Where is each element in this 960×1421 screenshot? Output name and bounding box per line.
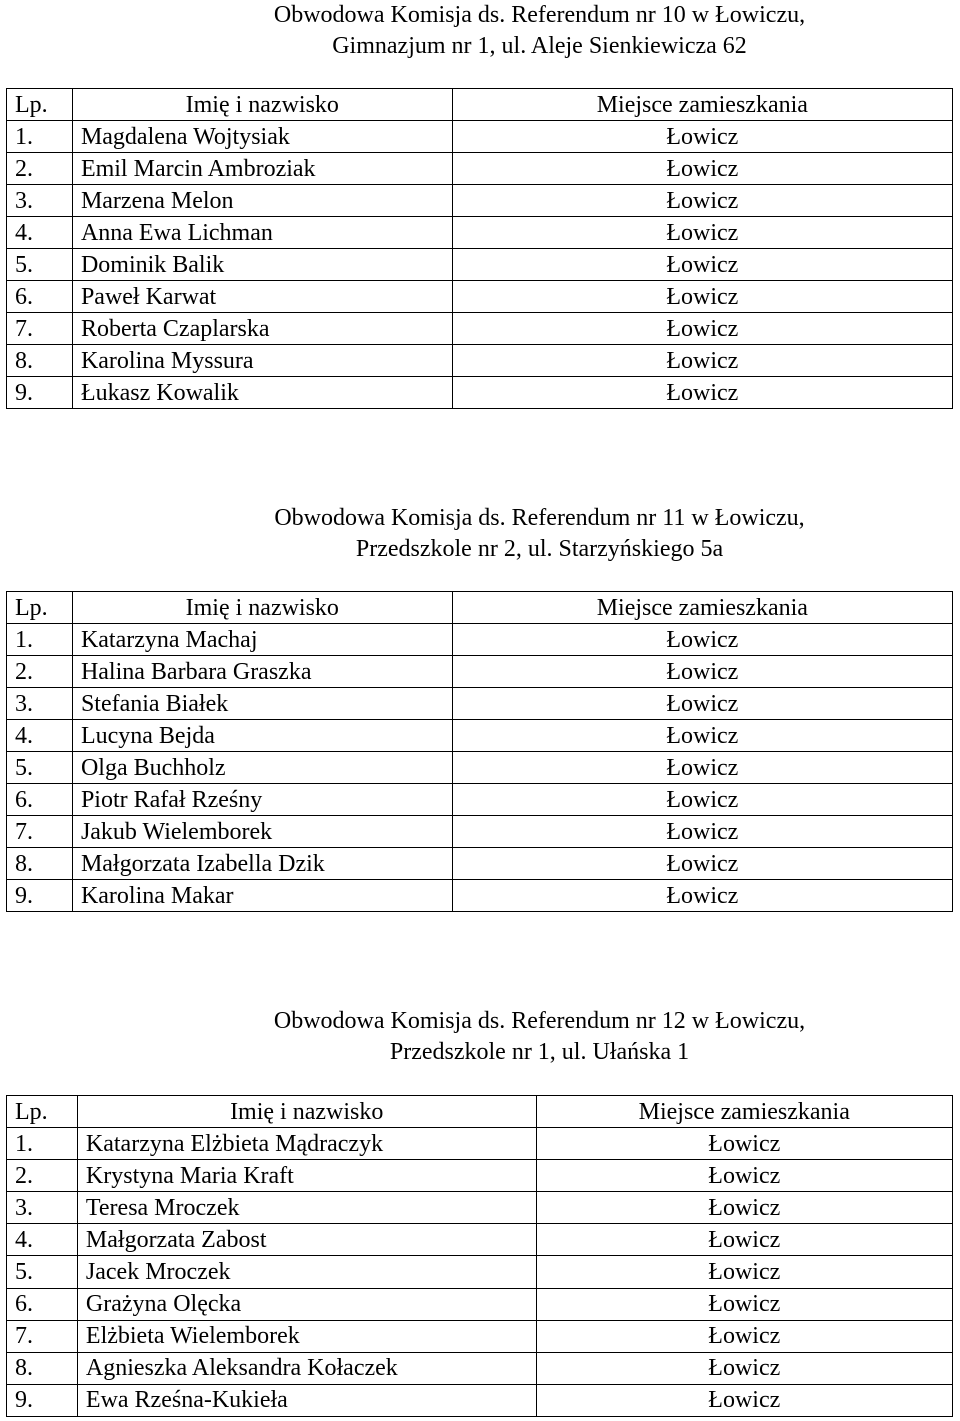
member-residence: Łowicz [452,249,952,281]
table-row [7,880,953,912]
member-residence: Łowicz [536,1352,952,1384]
row-number: 4. [7,217,73,249]
member-residence: Łowicz [536,1256,952,1288]
row-number: 3. [7,688,73,720]
member-name: Dominik Balik [72,249,452,281]
member-name: Małgorzata Zabost [77,1224,536,1256]
table-row [7,656,953,688]
column-header: Lp. [7,1096,78,1128]
committee-title-line1: Obwodowa Komisja ds. Referendum nr 11 w Łowiczu, [274,505,805,531]
member-name: Krystyna Maria Kraft [77,1160,536,1192]
row-number: 5. [7,249,73,281]
row-number: 1. [7,624,73,656]
member-residence: Łowicz [452,816,952,848]
member-name: Halina Barbara Graszka [72,656,452,688]
table-row [7,624,953,656]
column-header: Miejsce zamieszkania [452,89,952,121]
member-residence: Łowicz [452,281,952,313]
table-row [7,185,953,217]
member-residence: Łowicz [452,720,952,752]
row-number: 5. [7,752,73,784]
table-row [7,377,953,409]
row-number: 2. [7,656,73,688]
table-row [7,688,953,720]
member-name: Paweł Karwat [72,281,452,313]
column-header: Lp. [7,592,73,624]
table-row [7,281,953,313]
member-residence: Łowicz [452,345,952,377]
table-row [7,1352,953,1384]
table-row [7,153,953,185]
row-number: 4. [7,1224,78,1256]
row-number: 7. [7,816,73,848]
committee-section [6,503,953,909]
row-number: 2. [7,153,73,185]
member-name: Katarzyna Elżbieta Mądraczyk [77,1128,536,1160]
member-residence: Łowicz [536,1384,952,1416]
table-row [7,1160,953,1192]
member-residence: Łowicz [452,848,952,880]
member-name: Grażyna Olęcka [77,1288,536,1320]
column-header: Imię i nazwisko [72,592,452,624]
member-residence: Łowicz [536,1128,952,1160]
column-header: Miejsce zamieszkania [452,592,952,624]
table-row [7,1192,953,1224]
members-table [6,1095,953,1417]
table-row [7,217,953,249]
members-table [6,88,953,409]
committee-title-line2: Przedszkole nr 2, ul. Starzyńskiego 5a [355,536,724,562]
member-residence: Łowicz [452,688,952,720]
table-row [7,121,953,153]
table-row [7,313,953,345]
table-row [7,848,953,880]
committee-title-line1: Obwodowa Komisja ds. Referendum nr 12 w Łowiczu, [273,1008,806,1034]
row-number: 8. [7,848,73,880]
row-number: 1. [7,1128,78,1160]
row-number: 2. [7,1160,78,1192]
row-number: 5. [7,1256,78,1288]
member-residence: Łowicz [452,153,952,185]
member-residence: Łowicz [452,217,952,249]
table-row [7,1224,953,1256]
table-header-row [7,89,953,121]
member-residence: Łowicz [536,1192,952,1224]
table-row [7,1256,953,1288]
member-residence: Łowicz [452,880,952,912]
column-header: Lp. [7,89,73,121]
member-name: Anna Ewa Lichman [72,217,452,249]
table-row [7,720,953,752]
row-number: 7. [7,313,73,345]
member-residence: Łowicz [452,313,952,345]
row-number: 7. [7,1320,78,1352]
row-number: 6. [7,1288,78,1320]
committee-section [6,0,953,406]
member-name: Emil Marcin Ambroziak [72,153,452,185]
member-name: Łukasz Kowalik [72,377,452,409]
committee-section [6,1006,953,1414]
column-header: Imię i nazwisko [77,1096,536,1128]
member-residence: Łowicz [536,1320,952,1352]
member-name: Olga Buchholz [72,752,452,784]
table-row [7,345,953,377]
member-name: Ewa Rześna-Kukieła [77,1384,536,1416]
member-name: Piotr Rafał Rześny [72,784,452,816]
member-name: Roberta Czaplarska [72,313,452,345]
committee-title-line2: Gimnazjum nr 1, ul. Aleje Sienkiewicza 62 [332,33,747,59]
member-name: Elżbieta Wielemborek [77,1320,536,1352]
row-number: 9. [7,1384,78,1416]
member-residence: Łowicz [452,656,952,688]
table-row [7,249,953,281]
member-name: Karolina Makar [72,880,452,912]
committee-title-line1: Obwodowa Komisja ds. Referendum nr 10 w Łowiczu, [273,2,806,28]
table-row [7,816,953,848]
member-residence: Łowicz [452,377,952,409]
table-header-row [7,592,953,624]
row-number: 1. [7,121,73,153]
table-row [7,1384,953,1416]
row-number: 6. [7,784,73,816]
table-row [7,1288,953,1320]
member-name: Małgorzata Izabella Dzik [72,848,452,880]
row-number: 9. [7,880,73,912]
table-row [7,784,953,816]
row-number: 3. [7,1192,78,1224]
members-table [6,591,953,912]
table-header-row [7,1096,953,1128]
row-number: 4. [7,720,73,752]
committee-title-line2: Przedszkole nr 1, ul. Ułańska 1 [389,1039,690,1065]
member-residence: Łowicz [536,1224,952,1256]
member-name: Jakub Wielemborek [72,816,452,848]
member-name: Teresa Mroczek [77,1192,536,1224]
member-name: Marzena Melon [72,185,452,217]
row-number: 3. [7,185,73,217]
member-name: Jacek Mroczek [77,1256,536,1288]
member-name: Agnieszka Aleksandra Kołaczek [77,1352,536,1384]
member-name: Stefania Białek [72,688,452,720]
table-row [7,1128,953,1160]
table-row [7,752,953,784]
table-row [7,1320,953,1352]
row-number: 8. [7,345,73,377]
member-name: Magdalena Wojtysiak [72,121,452,153]
member-residence: Łowicz [452,784,952,816]
member-residence: Łowicz [452,185,952,217]
member-name: Katarzyna Machaj [72,624,452,656]
member-residence: Łowicz [536,1160,952,1192]
member-name: Lucyna Bejda [72,720,452,752]
row-number: 6. [7,281,73,313]
column-header: Miejsce zamieszkania [536,1096,952,1128]
member-residence: Łowicz [452,121,952,153]
row-number: 8. [7,1352,78,1384]
row-number: 9. [7,377,73,409]
member-residence: Łowicz [536,1288,952,1320]
column-header: Imię i nazwisko [72,89,452,121]
member-residence: Łowicz [452,752,952,784]
member-residence: Łowicz [452,624,952,656]
member-name: Karolina Myssura [72,345,452,377]
